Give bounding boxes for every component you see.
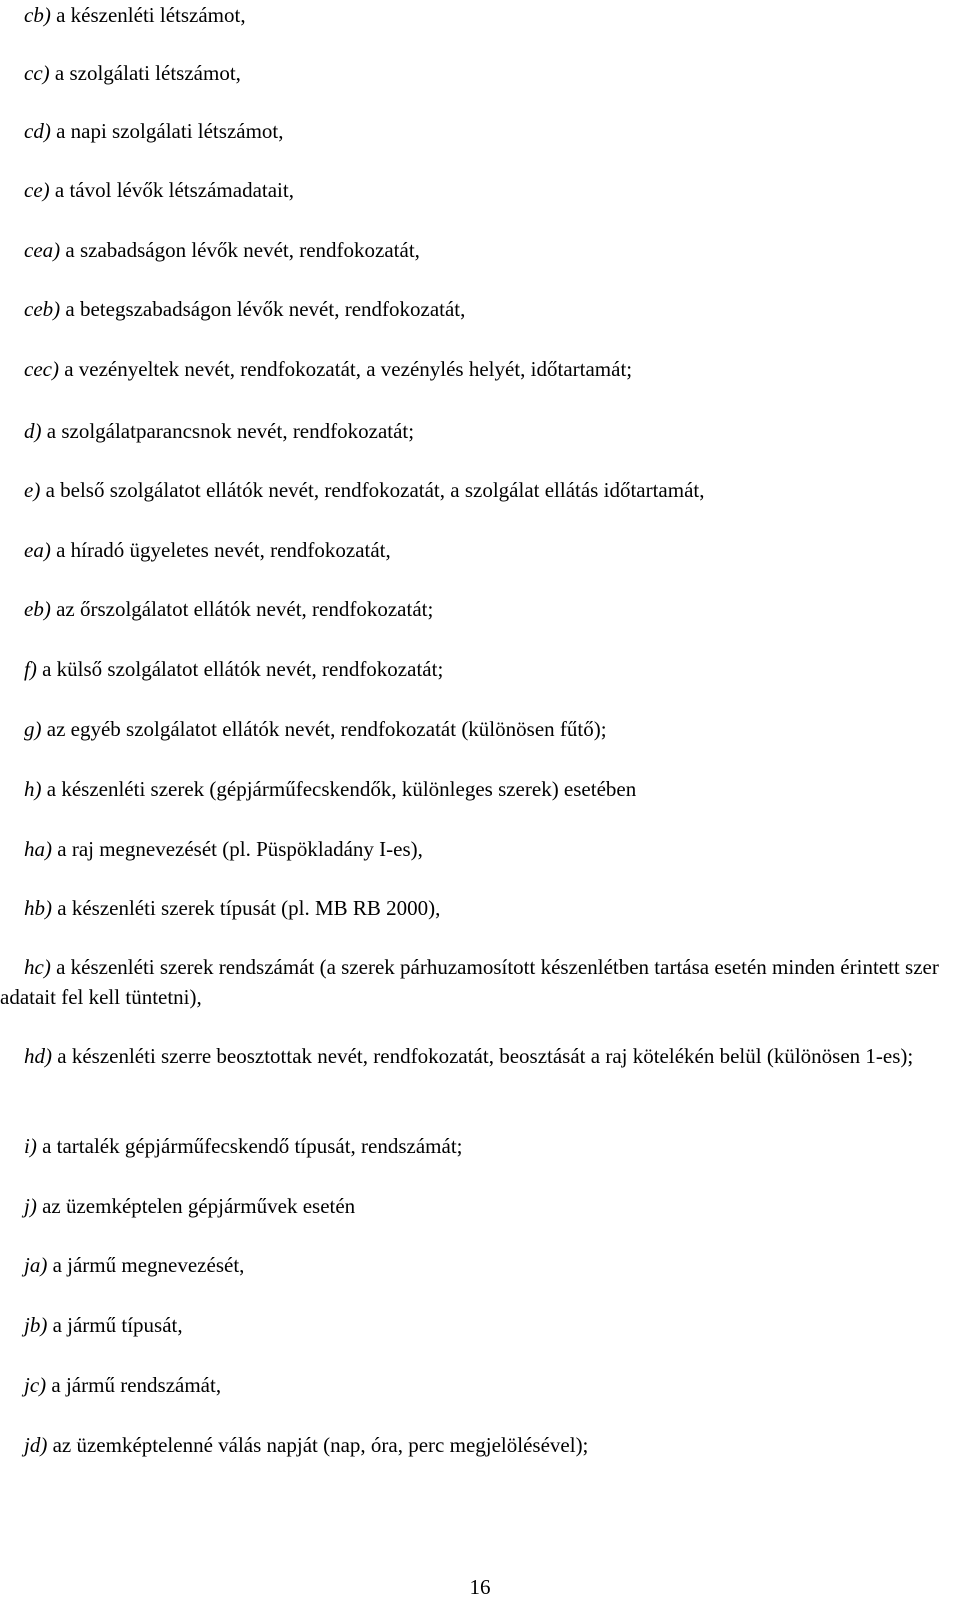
list-item: [24, 416, 960, 446]
list-item-text: a betegszabadságon lévők nevét, rendfokozatát,: [65, 297, 466, 321]
list-item-text: a készenléti szerek (gépjárműfecskendők, különleges szerek) esetében: [46, 777, 637, 801]
list-marker: cea): [24, 238, 61, 262]
list-item: [24, 654, 960, 684]
list-marker: hd): [24, 1044, 52, 1068]
list-marker: jc): [24, 1373, 47, 1397]
list-marker: cb): [24, 3, 51, 27]
list-item: [24, 175, 960, 205]
list-marker: i): [24, 1134, 37, 1158]
list-item-text: a híradó ügyeletes nevét, rendfokozatát,: [56, 538, 391, 562]
list-marker: ceb): [24, 297, 61, 321]
list-item: [24, 774, 960, 804]
list-item-text: a szolgálatparancsnok nevét, rendfokozatát;: [46, 419, 415, 443]
list-marker: ea): [24, 538, 51, 562]
list-item: [24, 116, 960, 146]
list-item: [24, 594, 960, 624]
list-item-text: az üzemképtelenné válás napját (nap, óra, perc megjelölésével);: [52, 1433, 589, 1457]
list-marker: jb): [24, 1313, 48, 1337]
list-marker: e): [24, 478, 41, 502]
list-marker: ja): [24, 1253, 48, 1277]
list-item-text: a készenléti szerek rendszámát (a szerek párhuzamosított készenlétben tartása esetén minden érintett szer adatait fel kell tüntetni),: [0, 955, 939, 1009]
list-item: [24, 714, 960, 744]
list-item: [0, 1041, 958, 1071]
list-item: [24, 1310, 960, 1340]
list-item: [24, 58, 960, 88]
list-marker: ce): [24, 178, 50, 202]
list-item-text: a vezényeltek nevét, rendfokozatát, a vezénylés helyét, időtartamát;: [64, 357, 633, 381]
list-marker: hc): [24, 955, 51, 979]
list-marker: hb): [24, 896, 52, 920]
list-item-text: a jármű megnevezését,: [52, 1253, 245, 1277]
list-item-text: a jármű rendszámát,: [51, 1373, 222, 1397]
list-item: [24, 1250, 960, 1280]
list-marker: jd): [24, 1433, 48, 1457]
list-item: [0, 952, 958, 1012]
list-item-text: az üzemképtelen gépjárművek esetén: [42, 1194, 356, 1218]
page-number: 16: [469, 1575, 491, 1599]
list-item-text: a szabadságon lévők nevét, rendfokozatát,: [65, 238, 420, 262]
list-item-text: a külső szolgálatot ellátók nevét, rendfokozatát;: [42, 657, 444, 681]
list-item: [24, 893, 960, 923]
list-item-text: a napi szolgálati létszámot,: [56, 119, 284, 143]
list-item-text: a készenléti létszámot,: [56, 3, 246, 27]
list-item: [24, 0, 960, 30]
list-marker: h): [24, 777, 42, 801]
list-item: [24, 834, 960, 864]
list-marker: j): [24, 1194, 37, 1218]
list-item: [24, 354, 960, 384]
list-marker: d): [24, 419, 42, 443]
list-item-text: a tartalék gépjárműfecskendő típusát, rendszámát;: [42, 1134, 463, 1158]
list-item-text: a jármű típusát,: [52, 1313, 183, 1337]
list-marker: cec): [24, 357, 59, 381]
list-item-text: a készenléti szerek típusát (pl. MB RB 2000),: [57, 896, 441, 920]
list-item-text: a készenléti szerre beosztottak nevét, rendfokozatát, beosztását a raj kötelékén belül (különösen 1-es);: [57, 1044, 914, 1068]
list-marker: cd): [24, 119, 51, 143]
list-item-text: az egyéb szolgálatot ellátók nevét, rendfokozatát (különösen fűtő);: [46, 717, 607, 741]
list-item-text: a szolgálati létszámot,: [54, 61, 241, 85]
list-marker: eb): [24, 597, 51, 621]
list-marker: f): [24, 657, 37, 681]
list-item: [24, 475, 960, 505]
list-item-text: az őrszolgálatot ellátók nevét, rendfokozatát;: [56, 597, 434, 621]
list-item-text: a távol lévők létszámadatait,: [54, 178, 294, 202]
list-marker: cc): [24, 61, 50, 85]
list-item: [24, 1430, 960, 1460]
list-item: [24, 1370, 960, 1400]
list-item: [24, 294, 960, 324]
list-item-text: a belső szolgálatot ellátók nevét, rendfokozatát, a szolgálat ellátás időtartamát,: [45, 478, 705, 502]
list-marker: g): [24, 717, 42, 741]
list-marker: ha): [24, 837, 52, 861]
list-item: [24, 1131, 960, 1161]
list-item: [24, 1191, 960, 1221]
list-item-text: a raj megnevezését (pl. Püspökladány I-es),: [57, 837, 423, 861]
list-item: [24, 535, 960, 565]
list-item: [24, 235, 960, 265]
